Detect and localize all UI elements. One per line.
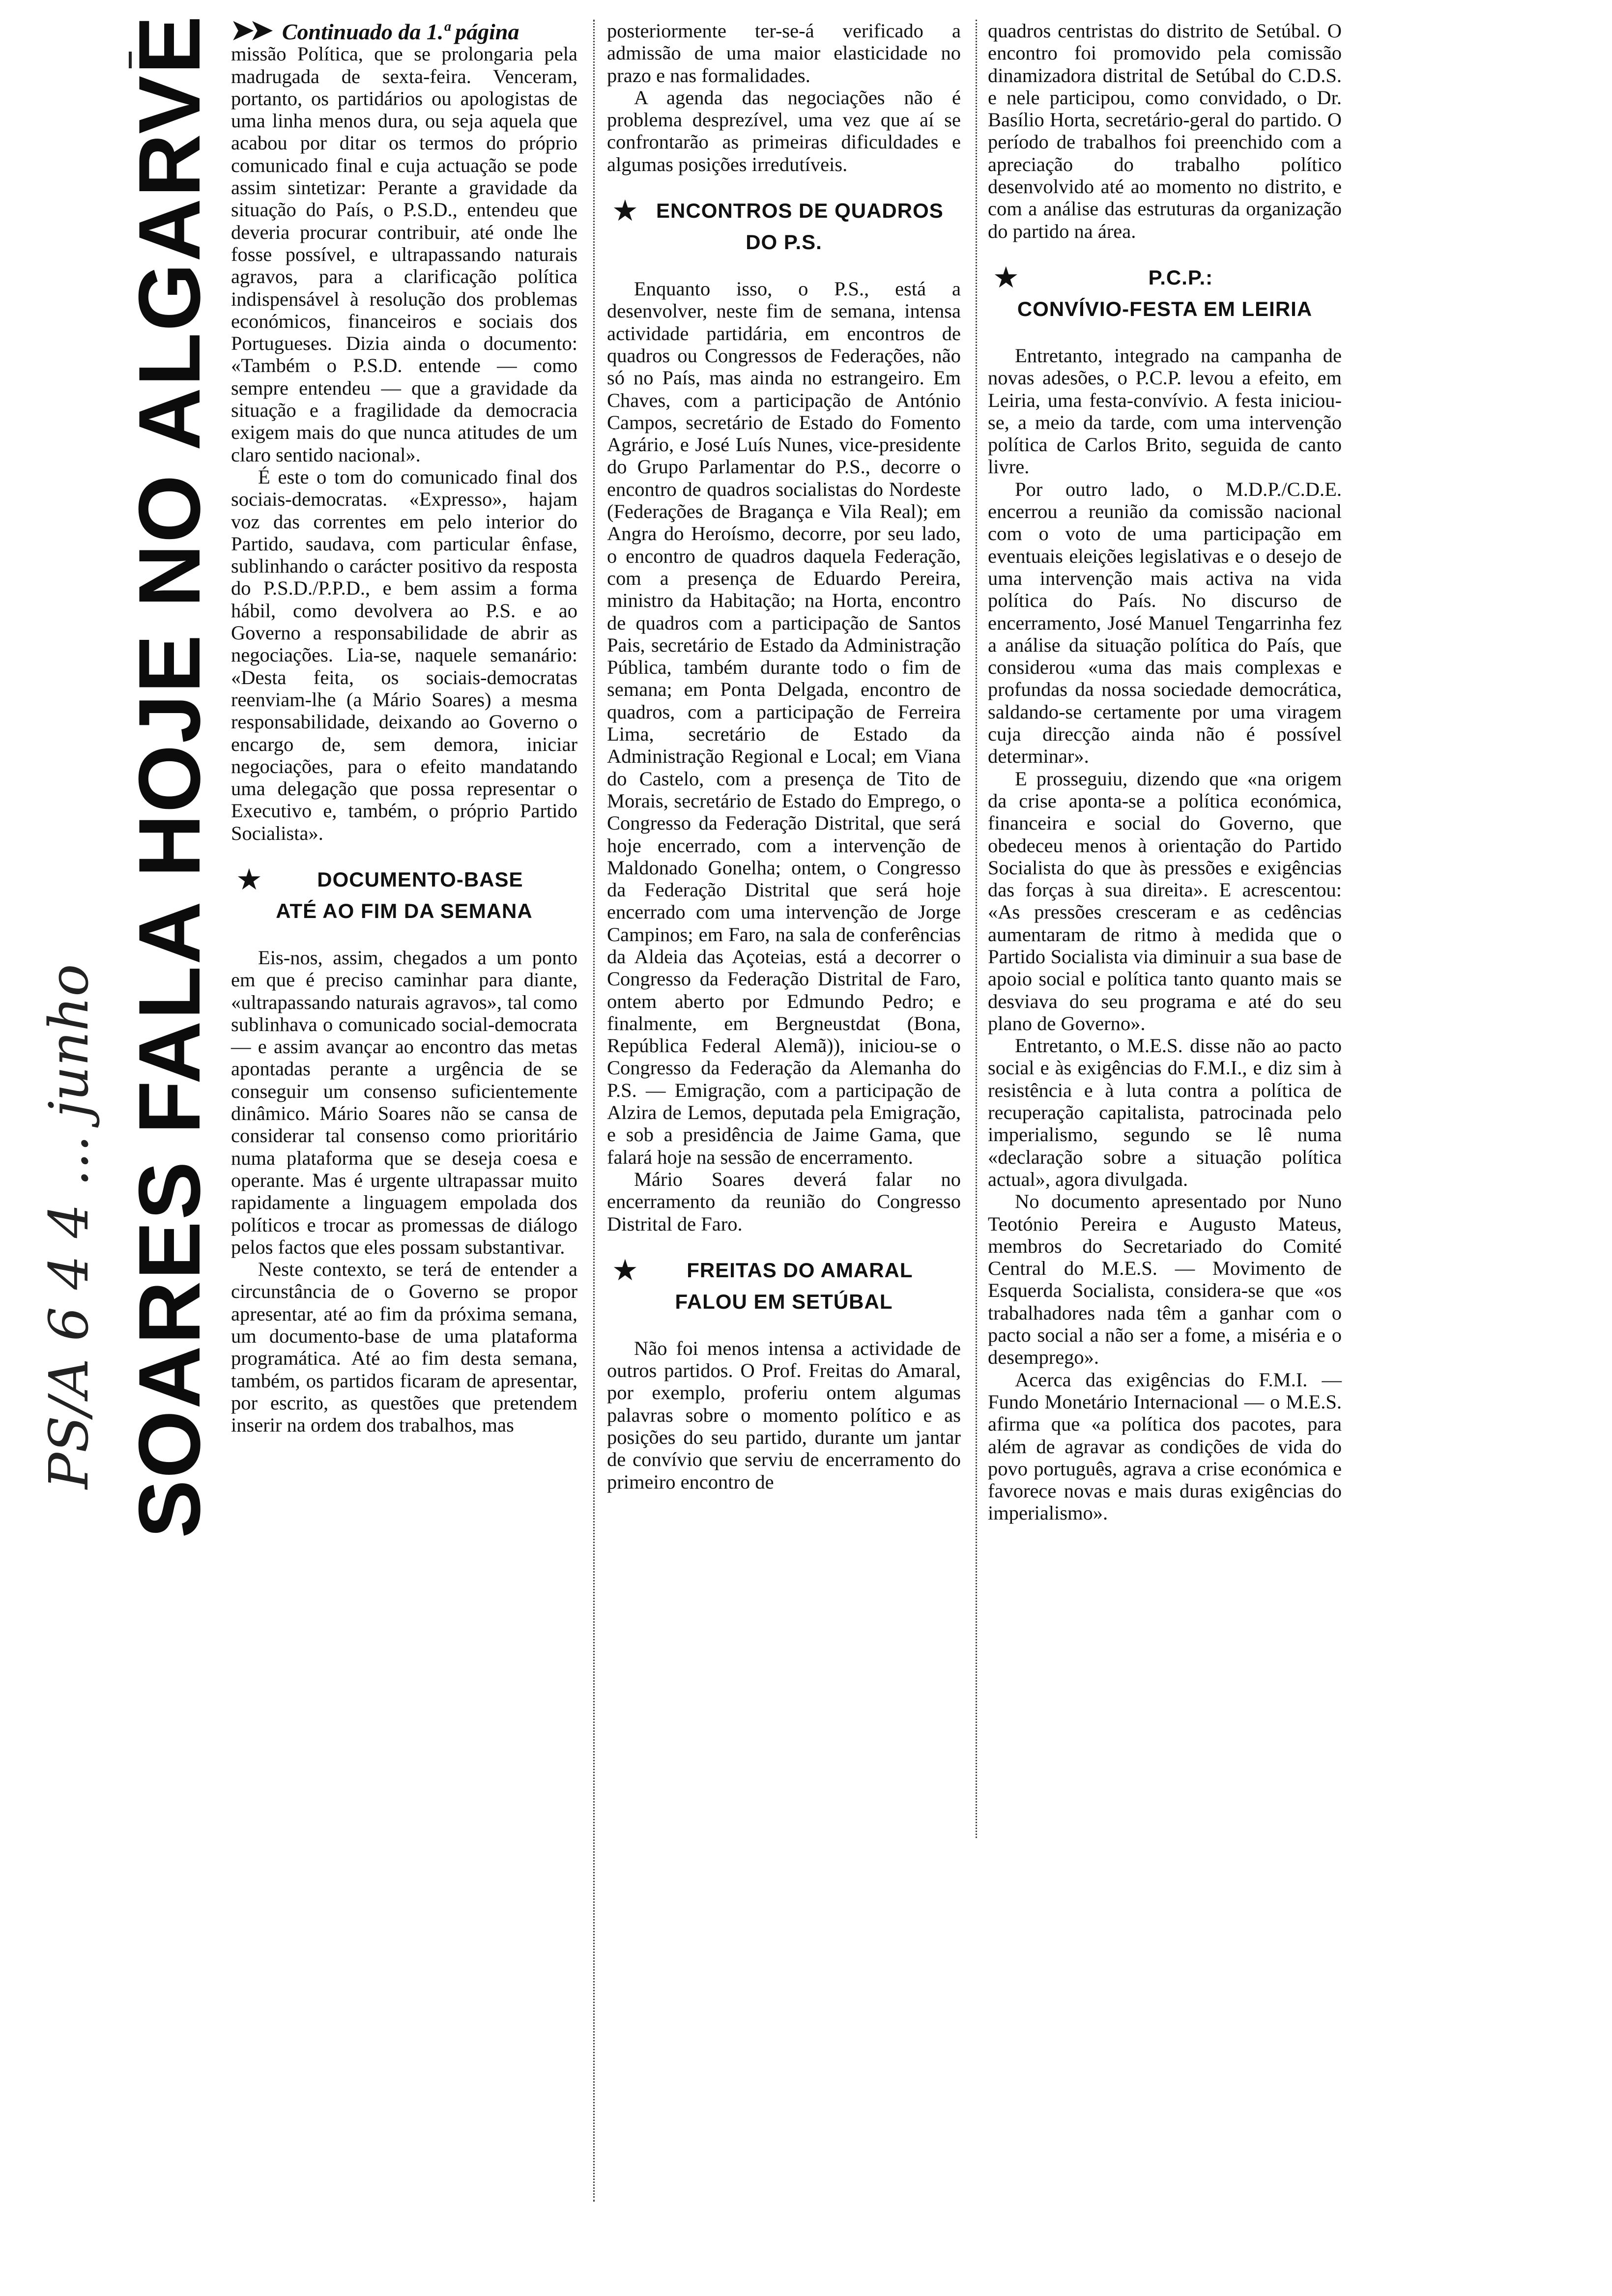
paragraph: missão Política, que se prolongaria pela madrugada de sexta-feira. Venceram, portanto, os partidários ou apologistas de uma linha menos dura, ou seja aquela que acabou por ditar os termos do próprio comunicado final e cuja actuação se pode assim sintetizar: Perante a gravidade da situação do País, o P.S.D., entendeu que deveria procurar contribuir, até onde lhe fosse possível, e ultrapassando naturais agravos, para a clarificação política indispensável à resolução dos problemas económicos, financeiros e sociais dos Portugueses. Dizia ainda o documento: «Também o P.S.D. entende — como sempre entendeu — que a gravidade da situação e a fragilidade da democracia exigem mais do que nunca atitudes de um claro sentido nacional». bbox=[231, 43, 577, 466]
subheading-line: FALOU EM SETÚBAL bbox=[675, 1290, 893, 1313]
subheading-line: P.C.P.: bbox=[1148, 265, 1213, 289]
subheading-line: CONVÍVIO-FESTA EM LEIRIA bbox=[1017, 297, 1313, 320]
subheading-line: FREITAS DO AMARAL bbox=[687, 1258, 913, 1282]
paragraph: Neste contexto, se terá de entender a circunstância de o Governo se propor apresentar, até ao fim da próxima semana, um documento-base de uma plataforma programática. Até ao fim desta semana, também, os partidos ficaram de apresentar, por escrito, as questões que pretendem inserir na ordem dos trabalhos, mas bbox=[231, 1258, 577, 1436]
star-icon: ★ bbox=[612, 194, 639, 228]
subheading bbox=[607, 195, 961, 258]
star-icon: ★ bbox=[612, 1253, 639, 1287]
paragraph: Por outro lado, o M.D.P./C.D.E. encerrou a reunião da comissão nacional com o voto de uma participação em eventuais eleições legislativas e o desejo de uma intervenção mais activa na vida política do País. No discurso de encerramento, José Manuel Tengarrinha fez a análise da situação política do País, que considerou «uma das mais complexas e profundas da nossa sociedade democrática, saldando-se certamente por uma viragem cuja direcção ainda não é possível determinar». bbox=[988, 478, 1342, 768]
subheading bbox=[607, 1255, 961, 1318]
paragraph: Eis-nos, assim, chegados a um ponto em que é preciso caminhar para diante, «ultrapassando naturais agravos», tal como sublinhava o comunicado social-democrata — e assim avançar ao encontro das metas apontadas perante a urgência de se conseguir um consenso suficientemente dinâmico. Mário Soares não se cansa de considerar tal consenso como prioritário numa plataforma que se deseja coesa e operante. Mas é urgente ultrapassar muito rapidamente a linguagem empolada dos políticos e trocar as promessas de diálogo pelos factos que eles possam substantivar. bbox=[231, 946, 577, 1258]
handwritten-annotation: PS/A 6 4 4 ... junho bbox=[37, 964, 100, 1489]
continued-line bbox=[231, 15, 577, 46]
subheading bbox=[231, 864, 577, 927]
paragraph: Mário Soares deverá falar no encerramento da reunião do Congresso Distrital de Faro. bbox=[607, 1168, 961, 1235]
paragraph: Enquanto isso, o P.S., está a desenvolver, neste fim de semana, intensa actividade partidária, em encontros de quadros ou Congressos de Federações, não só no País, mas ainda no estrangeiro. Em Chaves, com a participação de António Campos, secretário de Estado do Fomento Agrário, e José Luís Nunes, vice-presidente do Grupo Parlamentar do P.S., decorre o encontro de quadros socialistas do Nordeste (Federações de Bragança e Vila Real); em Angra do Heroísmo, decorre, por seu lado, o encontro de quadros daquela Federação, com a presença de Eduardo Pereira, ministro da Habitação; na Horta, encontro de quadros com a participação de Santos Pais, secretário de Estado da Administração Pública, também durante todo o fim de semana; em Ponta Delgada, encontro de quadros, com a participação de Ferreira Lima, secretário de Estado da Administração Regional e Local; em Viana do Castelo, com a presença de Tito de Morais, secretário de Estado do Emprego, o Congresso da Federação Distrital, que será hoje encerrado, com a intervenção de Maldonado Gonelha; ontem, o Congresso da Federação Distrital que será hoje encerrado com uma intervenção de Jorge Campinos; em Faro, na sala de conferências da Aldeia das Açoteias, está a decorrer o Congresso da Federação Distrital de Faro, ontem aberto por Edmundo Pedro; e finalmente, em Bergneustdat (Bona, República Federal Alemã)), iniciou-se o Congresso da Federação da Alemanha do P.S. — Emigração, com a participação de Alzira de Lemos, deputada pela Emigração, e sob a presidência de Jaime Gama, que falará hoje na sessão de encerramento. bbox=[607, 278, 961, 1168]
subheading bbox=[988, 262, 1342, 325]
subheading-line: DO P.S. bbox=[746, 230, 822, 254]
paragraph: A agenda das negociações não é problema desprezível, uma vez que aí se confrontarão as primeiras dificuldades e algumas posições irredutíveis. bbox=[607, 86, 961, 175]
article-column-2 bbox=[607, 20, 961, 1493]
paragraph: quadros centristas do distrito de Setúbal. O encontro foi promovido pela comissão dinamizadora distrital de Setúbal do C.D.S. e nele participou, como convidado, o Dr. Basílio Horta, secretário-geral do partido. O período de trabalhos foi preenchido com a apreciação do trabalho político desenvolvido até ao momento no distrito, e com a análise das estruturas da organização do partido na área. bbox=[988, 20, 1342, 242]
column-divider bbox=[593, 20, 595, 2202]
continued-label: Continuado da 1.ª página bbox=[282, 19, 519, 44]
article-column-1 bbox=[231, 15, 577, 1436]
paragraph: É este o tom do comunicado final dos sociais-democratas. «Expresso», hajam voz das correntes em pelo interior do Partido, saudava, com particular ênfase, sublinhando o carácter positivo da resposta do P.S.D./P.P.D., e bem assim a forma hábil, como devolvera ao P.S. e ao Governo a responsabilidade de abrir as negociações. Lia-se, naquele semanário: «Desta feita, os sociais-democratas reenviam-lhe (a Mário Soares) a mesma responsabilidade, deixando ao Governo o encargo de, sem demora, iniciar negociações, para o efeito mandatando uma delegação que possa representar o Executivo e, também, o próprio Partido Socialista». bbox=[231, 465, 577, 844]
column-divider bbox=[976, 20, 977, 1838]
article-column-3 bbox=[988, 20, 1342, 1524]
paragraph: Entretanto, integrado na campanha de novas adesões, o P.C.P. levou a efeito, em Leiria, uma festa-convívio. A festa iniciou-se, a meio da tarde, com uma intervenção política de Carlos Brito, seguida de canto livre. bbox=[988, 344, 1342, 478]
paragraph: posteriormente ter-se-á verificado a admissão de uma maior elasticidade no prazo e nas formalidades. bbox=[607, 20, 961, 86]
headline: SOARES FALA HOJE NO ALGARVE bbox=[120, 14, 218, 1538]
arrow-icon: ➤➤ bbox=[231, 15, 269, 46]
star-icon: ★ bbox=[993, 260, 1020, 294]
paragraph: Não foi menos intensa a actividade de outros partidos. O Prof. Freitas do Amaral, por exemplo, proferiu ontem algumas palavras sobre o momento político e as posições do seu partido, durante um jantar de convívio que serviu de encerramento do primeiro encontro de bbox=[607, 1337, 961, 1493]
paragraph: No documento apresentado por Nuno Teotónio Pereira e Augusto Mateus, membros do Secretariado do Comité Central do M.E.S. — Movimento de Esquerda Socialista, considera-se que «os trabalhadores nada têm a ganhar com o pacto social a não ser a fome, a miséria e o desemprego». bbox=[988, 1190, 1342, 1369]
paragraph: E prosseguiu, dizendo que «na origem da crise aponta-se a política económica, financeira e social do Governo, que obedeceu menos à orientação do Partido Socialista do que às pressões e exigências das forças à sua direita». E acrescentou: «As pressões cresceram e as cedências aumentaram de ritmo à medida que o Partido Socialista via diminuir a sua base de apoio social e política tanto quanto mais se desviava do seu programa e até do seu plano de Governo». bbox=[988, 767, 1342, 1034]
paragraph: Entretanto, o M.E.S. disse não ao pacto social e às exigências do F.M.I., e diz sim à resistência e à luta contra a política de recuperação capitalista, patrocinada pelo imperialismo, segundo se lê numa «declaração sobre a situação política actual», agora divulgada. bbox=[988, 1034, 1342, 1190]
subheading-line: ENCONTROS DE QUADROS bbox=[656, 199, 944, 223]
subheading-line: ATÉ AO FIM DA SEMANA bbox=[276, 899, 533, 922]
star-icon: ★ bbox=[236, 862, 263, 896]
paragraph: Acerca das exigências do F.M.I. — Fundo Monetário Internacional — o M.E.S. afirma que «a política dos pacotes, para além de agravar as condições de vida do povo português, agrava a crise económica e favorece novas e mais duras exigências do imperialismo». bbox=[988, 1368, 1342, 1524]
subheading-line: DOCUMENTO-BASE bbox=[317, 867, 523, 891]
